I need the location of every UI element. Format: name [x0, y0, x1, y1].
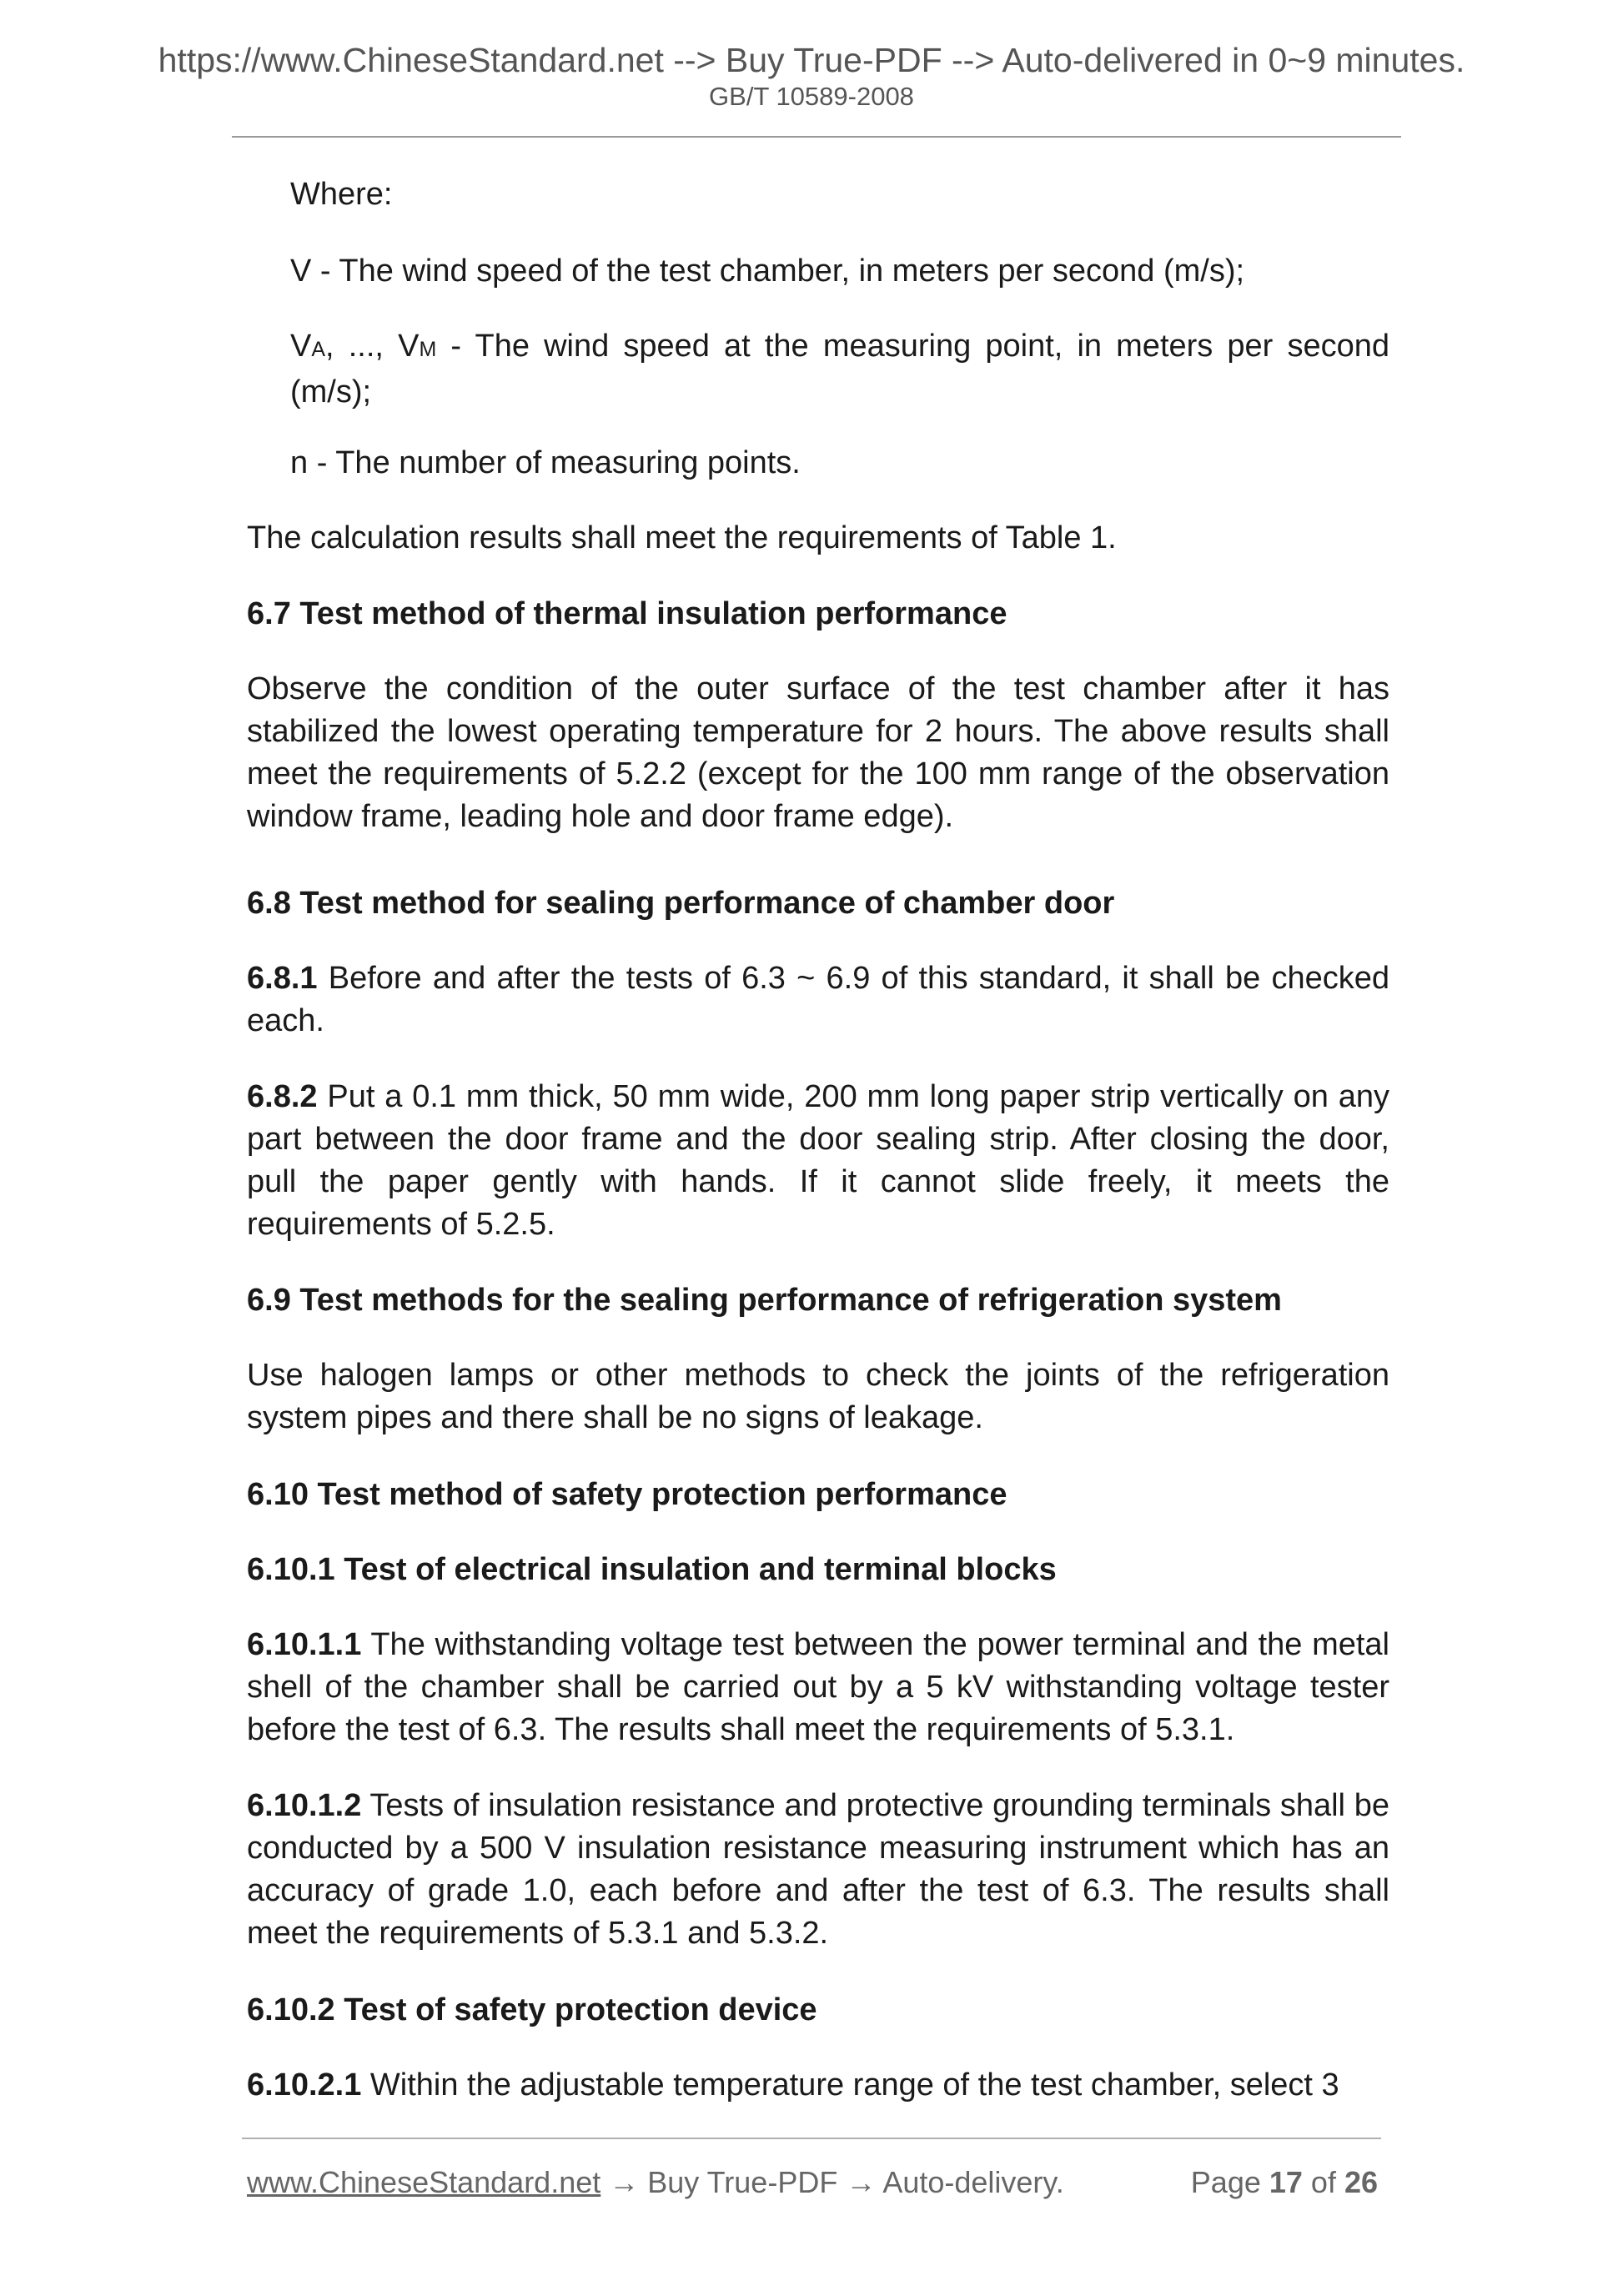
- heading-6-10-2: 6.10.2 Test of safety protection device: [247, 1992, 817, 2027]
- subscript-a: A: [311, 338, 326, 361]
- heading-6-9: 6.9 Test methods for the sealing performance of refrigeration system: [247, 1283, 1282, 1318]
- standard-code: GB/T 10589-2008: [709, 82, 914, 111]
- heading-6-10-1: 6.10.1 Test of electrical insulation and terminal blocks: [247, 1552, 1057, 1587]
- para-6-8-2: [247, 1076, 1389, 1246]
- para-6-7: Observe the condition of the outer surface of the test chamber after it has stabilized the lowest operating temperature for 2 hours. The above results shall meet the requirements of 5.2.2 (except for the 100 mm range of the observation window frame, leading hole and door frame edge).: [247, 671, 1389, 834]
- para-6-10-1-1-text: The withstanding voltage test between the power terminal and the metal shell of the chamber shall be carried out by a 5 kV withstanding voltage tester before the test of 6.3. The results shall meet the requirements of 5.3.1.: [247, 1627, 1389, 1747]
- heading-6-10: 6.10 Test method of safety protection performance: [247, 1477, 1007, 1512]
- symbol-ellipsis-v: , ..., V: [325, 329, 420, 364]
- header-divider: [232, 136, 1401, 138]
- definition-v: V - The wind speed of the test chamber, in meters per second (m/s);: [290, 254, 1245, 289]
- footer-promo-text: → Buy True-PDF → Auto-delivery.: [600, 2165, 1064, 2199]
- page-total: 26: [1344, 2165, 1378, 2199]
- para-6-10-2-1-text: Within the adjustable temperature range of the test chamber, select 3: [361, 2067, 1339, 2103]
- definition-n: n - The number of measuring points.: [290, 445, 801, 480]
- para-6-10-1-2: [247, 1785, 1389, 1955]
- heading-6-8: 6.8 Test method for sealing performance of chamber door: [247, 886, 1115, 921]
- clause-6-10-2-1: 6.10.2.1: [247, 2067, 362, 2103]
- para-6-10-2-1: [247, 2064, 1389, 2107]
- page-indicator: [1191, 2163, 1378, 2202]
- symbol-v-a: V: [290, 329, 312, 364]
- footer-promo: [247, 2163, 1064, 2202]
- calc-results: The calculation results shall meet the requirements of Table 1.: [247, 520, 1117, 555]
- subscript-m: M: [419, 338, 437, 361]
- where-label: Where:: [290, 177, 393, 212]
- page-footer: [247, 2163, 1378, 2202]
- clause-6-10-1-1: 6.10.1.1: [247, 1627, 362, 1662]
- clause-6-8-2: 6.8.2: [247, 1079, 318, 1114]
- footer-site-link[interactable]: www.ChineseStandard.net: [247, 2165, 601, 2199]
- para-6-10-1-2-text: Tests of insulation resistance and protective grounding terminals shall be conducted by a 500 V insulation resistance measuring instrument which has an accuracy of grade 1.0, each before and after the test of 6.3. The results shall meet the requirements of 5.3.1 and 5.3.2.: [247, 1788, 1389, 1951]
- para-6-10-1-1: [247, 1624, 1389, 1751]
- para-6-8-1-text: Before and after the tests of 6.3 ~ 6.9 of this standard, it shall be checked each.: [247, 961, 1389, 1038]
- clause-6-8-1: 6.8.1: [247, 961, 318, 996]
- para-6-9: Use halogen lamps or other methods to check the joints of the refrigeration system pipes and there shall be no signs of leakage.: [247, 1358, 1389, 1435]
- para-6-8-2-text: Put a 0.1 mm thick, 50 mm wide, 200 mm long paper strip vertically on any part between the door frame and the door sealing strip. After closing the door, pull the paper gently with hands. If it cannot slide freely, it meets the requirements of 5.2.5.: [247, 1079, 1389, 1242]
- page-current: 17: [1269, 2165, 1303, 2199]
- definition-va-text: - The wind speed at the measuring point, in meters per second (m/s);: [290, 329, 1389, 409]
- para-6-8-1: [247, 957, 1389, 1042]
- definition-va-vm: [247, 325, 1389, 414]
- clause-6-10-1-2: 6.10.1.2: [247, 1788, 362, 1823]
- page-label: Page: [1190, 2165, 1269, 2199]
- heading-6-7: 6.7 Test method of thermal insulation performance: [247, 596, 1007, 631]
- of-label: of: [1302, 2165, 1344, 2199]
- footer-divider: [242, 2138, 1381, 2139]
- header-banner: https://www.ChineseStandard.net --> Buy True-PDF --> Auto-delivered in 0~9 minutes.: [158, 41, 1465, 79]
